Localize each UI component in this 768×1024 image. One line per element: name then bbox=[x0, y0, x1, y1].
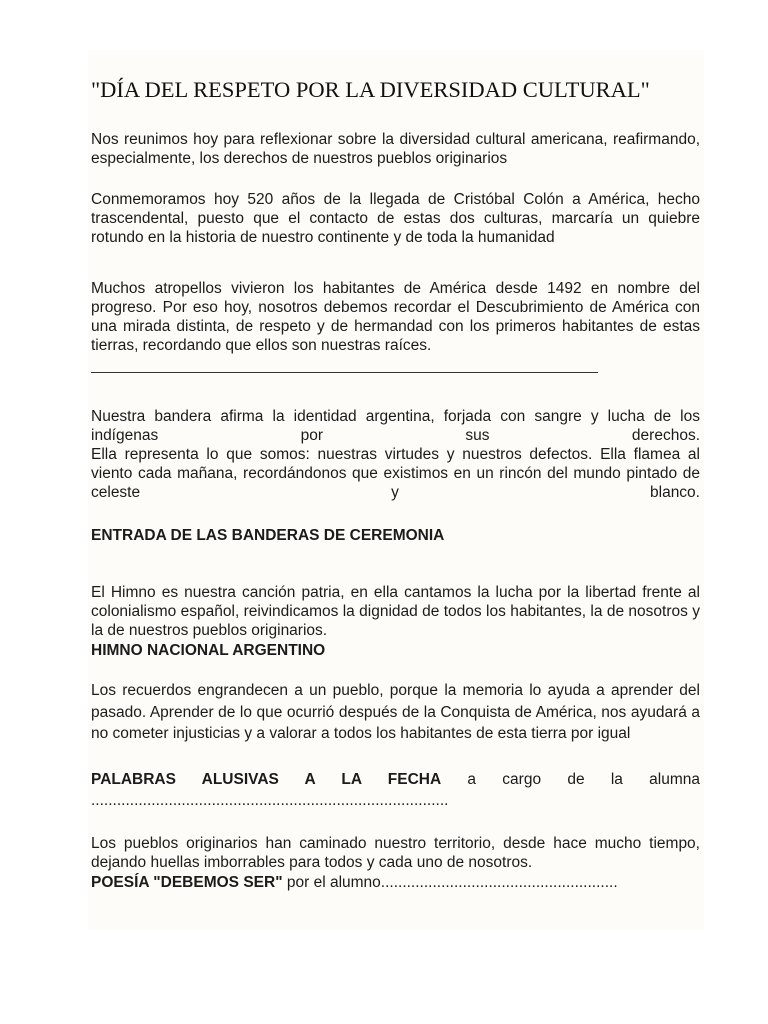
palabras-alusivas-cargo: a cargo de la alumna bbox=[441, 771, 700, 788]
heading-himno-nacional: HIMNO NACIONAL ARGENTINO bbox=[91, 642, 326, 659]
paragraph-palabras-alusivas bbox=[91, 770, 700, 789]
paragraph-bandera-1: Nuestra bandera afirma la identidad argentina, forjada con sangre y lucha de los indígenas por sus derechos. bbox=[91, 408, 700, 444]
paragraph-recuerdos: Los recuerdos engrandecen a un pueblo, porque la memoria lo ayuda a aprender del pasado. Aprender de lo que ocurrió después de la Conquista de América, nos ayudará a no cometer injusticias y a valorar a todos los habitantes de esta tierra por igual bbox=[91, 682, 700, 742]
paragraph-atropellos: Muchos atropellos vivieron los habitantes de América desde 1492 en nombre del progreso. Por eso hoy, nosotros debemos recordar el Descubrimiento de América con una mirada distinta, de respeto y de hermandad con los primeros habitantes de estas tierras, recordando que ellos son nuestras raíces. bbox=[91, 280, 700, 354]
paragraph-pueblos-originarios: Los pueblos originarios han caminado nuestro territorio, desde hace mucho tiempo, dejando huellas imborrables para todos y cada uno de nosotros. bbox=[91, 835, 700, 871]
paragraph-himno: El Himno es nuestra canción patria, en ella cantamos la lucha por la libertad frente al colonialismo español, reivindicamos la dignidad de todos los habitantes, la de nosotros y la de nuestros pueblos originarios. bbox=[91, 584, 700, 639]
poesia-label: POESÍA "DEBEMOS SER" bbox=[91, 874, 283, 891]
separator-line bbox=[91, 372, 598, 373]
palabras-alusivas-label: PALABRAS ALUSIVAS A LA FECHA bbox=[91, 771, 442, 788]
paragraph-intro: Nos reunimos hoy para reflexionar sobre la diversidad cultural americana, reafirmando, especialmente, los derechos de nuestros pueblos originarios bbox=[91, 131, 700, 167]
document-page bbox=[88, 50, 704, 930]
paragraph-poesia bbox=[91, 873, 700, 892]
paragraph-bandera-2: Ella representa lo que somos: nuestras virtudes y nuestros defectos. Ella flamea al viento cada mañana, recordándonos que existimos en un rincón del mundo pintado de celeste y blanco. bbox=[91, 446, 700, 501]
heading-entrada-banderas: ENTRADA DE LAS BANDERAS DE CEREMONIA bbox=[91, 527, 445, 544]
palabras-alusivas-blank: ................................................................................... bbox=[91, 792, 449, 809]
poesia-cargo: por el alumno....................................................... bbox=[282, 874, 618, 891]
document-title: "DÍA DEL RESPETO POR LA DIVERSIDAD CULTURAL" bbox=[91, 77, 650, 102]
paragraph-conmemoracion: Conmemoramos hoy 520 años de la llegada de Cristóbal Colón a América, hecho trascendental, puesto que el contacto de estas dos culturas, marcaría un quiebre rotundo en la historia de nuestro continente y de toda la humanidad bbox=[91, 191, 700, 246]
